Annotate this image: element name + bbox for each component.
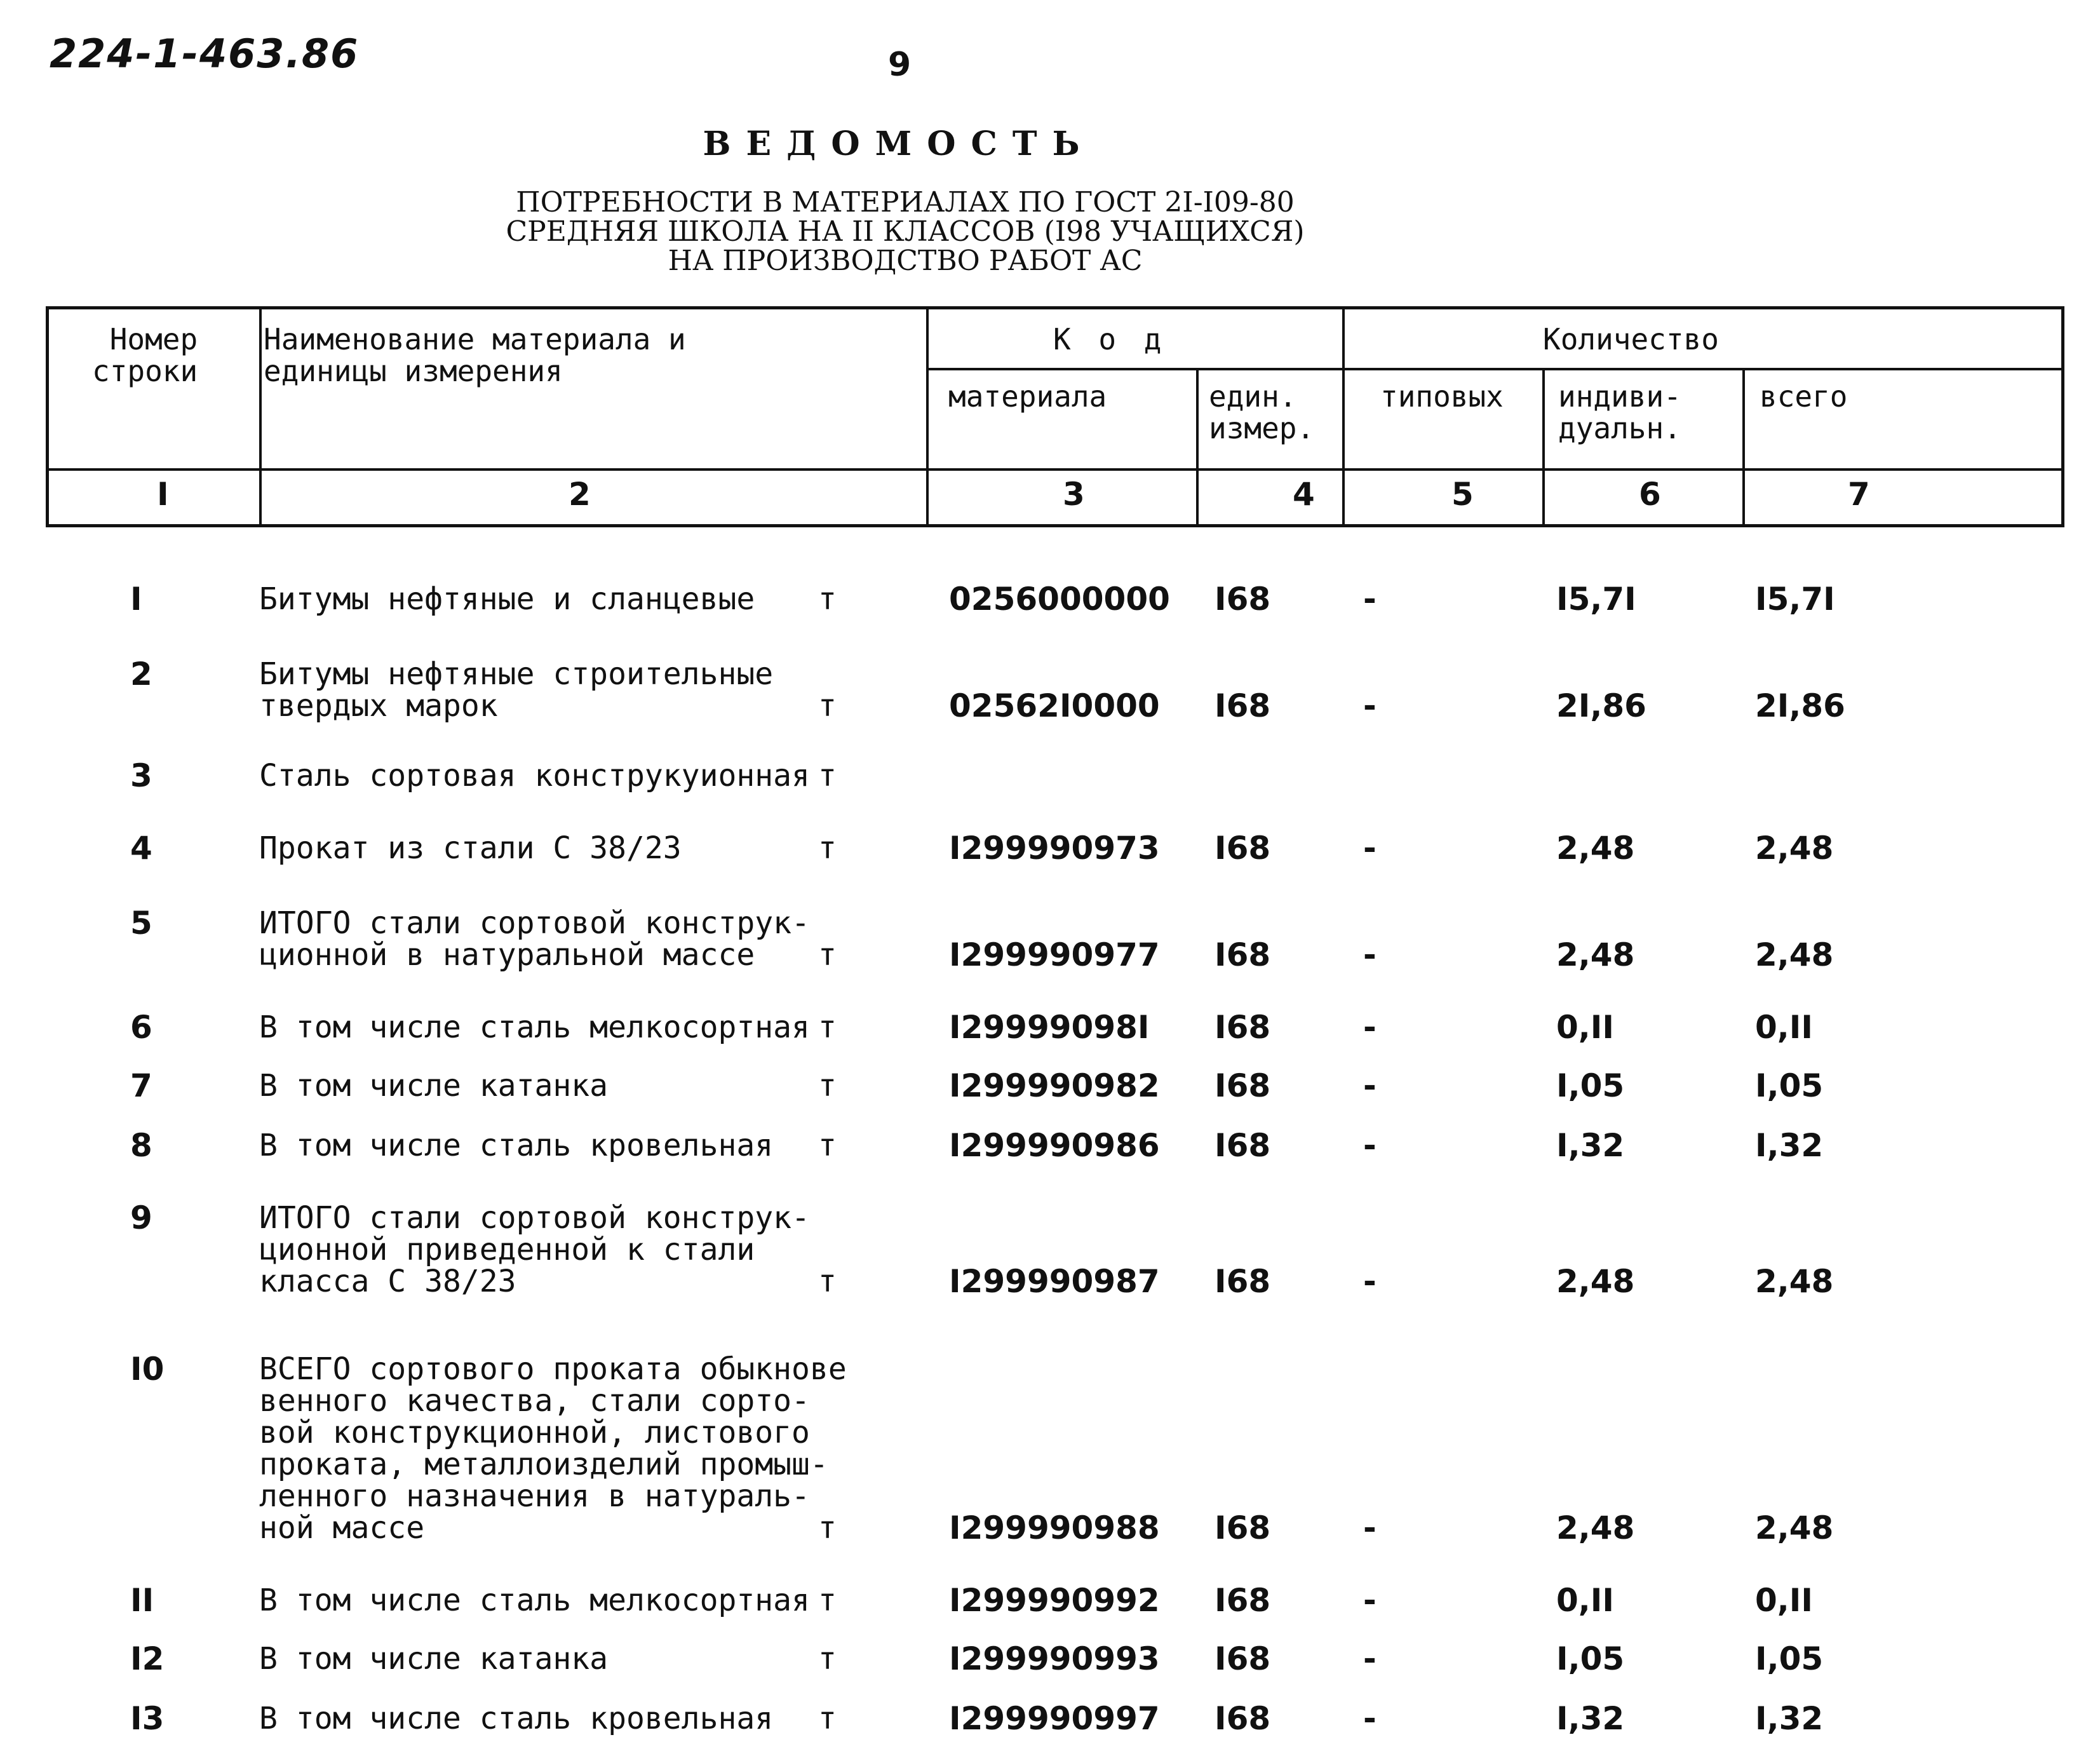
material-name: Сталь сортовая конструкуионная	[259, 758, 810, 794]
material-code: I299990973	[949, 830, 1160, 867]
subtitle-line-3: НА ПРОИЗВОДСТВО РАБОТ АС	[668, 245, 1143, 277]
header-unit-code: един. измер.	[1209, 379, 1315, 445]
material-code: I299990997	[949, 1700, 1160, 1737]
individual-qty: 2,48	[1556, 1510, 1635, 1546]
unit-code: I68	[1215, 1582, 1271, 1619]
header-typical: типовых	[1380, 379, 1504, 414]
row-number: I0	[130, 1351, 165, 1388]
header-individual: индиви- дуальн.	[1558, 379, 1681, 445]
row-number: 9	[130, 1199, 152, 1236]
row-number: 8	[130, 1127, 152, 1164]
unit-label: т	[818, 937, 837, 973]
unit-label: т	[818, 1583, 837, 1618]
total-qty: 2,48	[1755, 830, 1834, 867]
header-material-name: Наименование материала и единицы измерения	[264, 322, 686, 388]
typical-qty: -	[1363, 687, 1376, 724]
total-qty: 2,48	[1755, 1510, 1834, 1546]
material-name: ИТОГО стали сортовой конструк- ционной приведенной к стали класса С 38/23	[259, 1200, 810, 1299]
material-name: В том числе сталь кровельная	[259, 1128, 774, 1163]
column-number-3: 3	[1063, 476, 1085, 513]
row-number: I3	[130, 1700, 165, 1737]
document-code: 224-1-463.86	[50, 30, 360, 77]
row-number: 2	[130, 656, 152, 692]
material-code: 02562I0000	[949, 687, 1160, 724]
row-number: 6	[130, 1009, 152, 1046]
unit-code: I68	[1215, 1009, 1271, 1046]
individual-qty: 2,48	[1556, 1263, 1635, 1300]
individual-qty: I,05	[1556, 1640, 1625, 1677]
header-quantity-group: Количество	[1543, 322, 1719, 356]
column-number-7: 7	[1848, 476, 1870, 513]
material-code: I299990977	[949, 936, 1160, 973]
unit-code: I68	[1215, 687, 1271, 724]
unit-label: т	[818, 1641, 837, 1677]
unit-label: т	[818, 1010, 837, 1045]
typical-qty: -	[1363, 1009, 1376, 1046]
individual-qty: I,05	[1556, 1067, 1625, 1104]
row-number: I	[130, 581, 142, 618]
total-qty: 2I,86	[1755, 687, 1845, 724]
typical-qty: -	[1363, 830, 1376, 867]
row-number: 3	[130, 757, 152, 794]
typical-qty: -	[1363, 1510, 1376, 1546]
subtitle-line-1: ПОТРЕБНОСТИ В МАТЕРИАЛАХ ПО ГОСТ 2I-I09-80	[516, 186, 1295, 219]
unit-label: т	[818, 581, 837, 617]
typical-qty: -	[1363, 1640, 1376, 1677]
unit-label: т	[818, 1068, 837, 1104]
material-name: Битумы нефтяные и сланцевые	[259, 581, 755, 617]
typical-qty: -	[1363, 581, 1376, 618]
document-title: ВЕДОМОСТЬ	[703, 125, 1095, 163]
typical-qty: -	[1363, 1582, 1376, 1619]
unit-label: т	[818, 1128, 837, 1163]
unit-label: т	[818, 830, 837, 866]
unit-code: I68	[1215, 1510, 1271, 1546]
individual-qty: I,32	[1556, 1127, 1625, 1164]
unit-label: т	[818, 1701, 837, 1736]
table-header	[46, 306, 2064, 527]
header-row-number: Номер строки	[92, 322, 198, 388]
column-number-1: I	[157, 476, 169, 513]
total-qty: I,05	[1755, 1640, 1824, 1677]
typical-qty: -	[1363, 1067, 1376, 1104]
material-code: I29999098I	[949, 1009, 1150, 1046]
unit-label: т	[818, 1264, 837, 1299]
total-qty: 0,II	[1755, 1582, 1813, 1619]
unit-code: I68	[1215, 1700, 1271, 1737]
header-total: всего	[1760, 379, 1848, 414]
unit-code: I68	[1215, 1263, 1271, 1300]
material-name: В том числе сталь мелкосортная	[259, 1010, 810, 1045]
row-number: 5	[130, 905, 152, 942]
material-name: ИТОГО стали сортовой конструк- ционной в натуральной массе	[259, 905, 810, 973]
material-code: I299990982	[949, 1067, 1160, 1104]
column-number-4: 4	[1293, 476, 1315, 513]
unit-code: I68	[1215, 1127, 1271, 1164]
individual-qty: 2,48	[1556, 936, 1635, 973]
column-number-2: 2	[569, 476, 591, 513]
typical-qty: -	[1363, 1127, 1376, 1164]
material-name: В том числе катанка	[259, 1068, 609, 1104]
individual-qty: 0,II	[1556, 1009, 1614, 1046]
material-code: 0256000000	[949, 581, 1170, 618]
individual-qty: 0,II	[1556, 1582, 1614, 1619]
total-qty: I5,7I	[1755, 581, 1835, 618]
unit-code: I68	[1215, 936, 1271, 973]
total-qty: 2,48	[1755, 936, 1834, 973]
total-qty: I,05	[1755, 1067, 1824, 1104]
individual-qty: I5,7I	[1556, 581, 1636, 618]
page-number: 9	[888, 46, 912, 84]
material-code: I299990993	[949, 1640, 1160, 1677]
unit-code: I68	[1215, 581, 1271, 618]
material-code: I299990992	[949, 1582, 1160, 1619]
unit-code: I68	[1215, 1067, 1271, 1104]
material-name: Прокат из стали С 38/23	[259, 830, 682, 866]
unit-label: т	[818, 1510, 837, 1546]
material-name: В том числе сталь мелкосортная	[259, 1583, 810, 1618]
column-number-6: 6	[1639, 476, 1661, 513]
individual-qty: 2I,86	[1556, 687, 1646, 724]
unit-code: I68	[1215, 830, 1271, 867]
material-name: В том числе сталь кровельная	[259, 1701, 774, 1736]
header-code-group: К о д	[1053, 322, 1167, 356]
subtitle-line-2: СРЕДНЯЯ ШКОЛА НА II КЛАССОВ (I98 УЧАЩИХСЯ)	[506, 215, 1305, 248]
individual-qty: I,32	[1556, 1700, 1625, 1737]
total-qty: 0,II	[1755, 1009, 1813, 1046]
total-qty: I,32	[1755, 1700, 1824, 1737]
material-name: ВСЕГО сортового проката обыкнове венного качества, стали сорто- вой конструкционной, листового проката, металлоизделий промыш- ленного назначения в натураль- ной массе	[259, 1351, 847, 1546]
typical-qty: -	[1363, 1700, 1376, 1737]
unit-label: т	[818, 688, 837, 724]
row-number: 4	[130, 830, 152, 867]
unit-code: I68	[1215, 1640, 1271, 1677]
material-code: I299990988	[949, 1510, 1160, 1546]
typical-qty: -	[1363, 1263, 1376, 1300]
row-number: II	[130, 1582, 154, 1619]
material-name: В том числе катанка	[259, 1641, 609, 1677]
typical-qty: -	[1363, 936, 1376, 973]
row-number: I2	[130, 1640, 165, 1677]
row-number: 7	[130, 1067, 152, 1104]
material-name: Битумы нефтяные строительные твердых марок	[259, 656, 774, 724]
header-material-code: материала	[948, 379, 1107, 414]
material-code: I299990986	[949, 1127, 1160, 1164]
total-qty: 2,48	[1755, 1263, 1834, 1300]
unit-label: т	[818, 758, 837, 794]
material-code: I299990987	[949, 1263, 1160, 1300]
column-number-5: 5	[1451, 476, 1474, 513]
individual-qty: 2,48	[1556, 830, 1635, 867]
total-qty: I,32	[1755, 1127, 1824, 1164]
